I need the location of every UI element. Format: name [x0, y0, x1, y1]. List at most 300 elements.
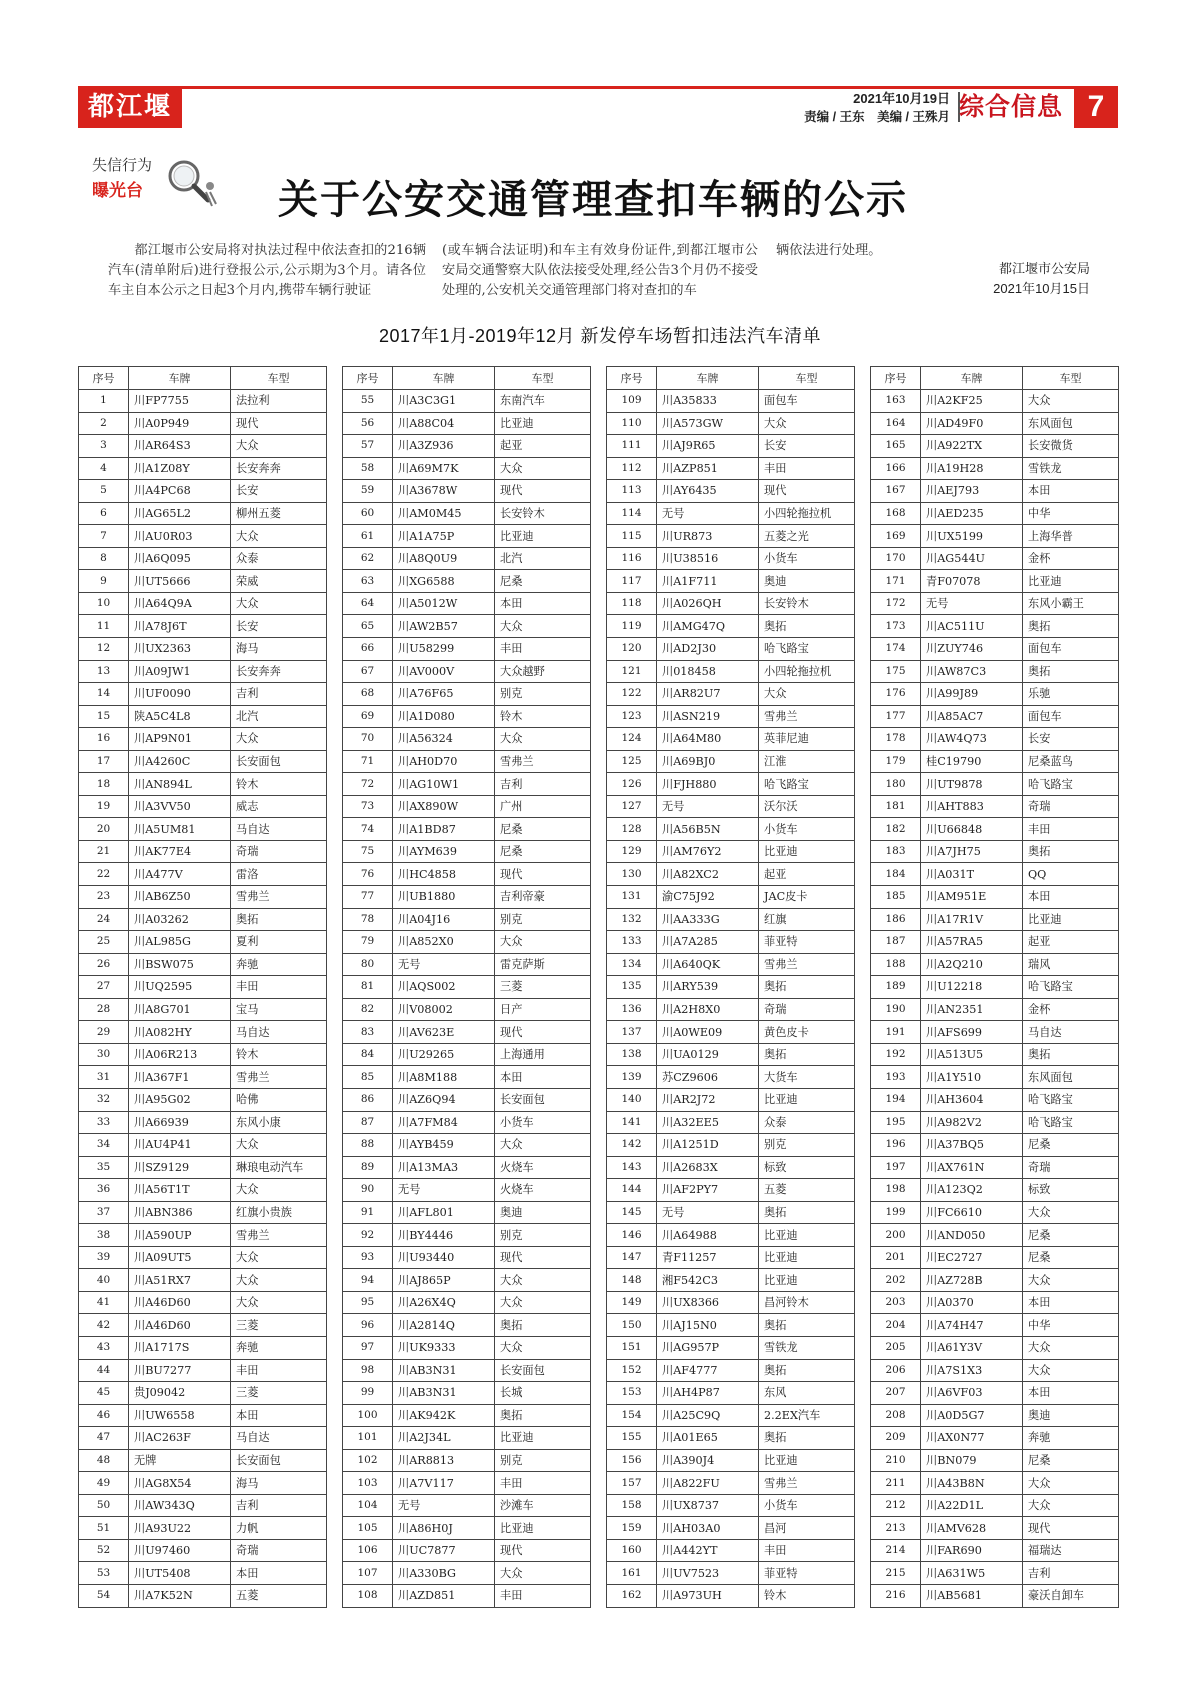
vehicle-plate: 川A99J89: [921, 683, 1023, 706]
vehicle-plate: 川AQS002: [393, 976, 495, 999]
table-row: [871, 1472, 1119, 1495]
vehicle-index: 160: [607, 1539, 657, 1562]
table-header-row: [343, 367, 591, 390]
vehicle-index: 65: [343, 615, 393, 638]
vehicle-plate: 川A22D1L: [921, 1494, 1023, 1517]
table-row: [343, 908, 591, 931]
vehicle-plate: 川AD49F0: [921, 412, 1023, 435]
table-row: [79, 1201, 327, 1224]
table-row: [343, 1201, 591, 1224]
vehicle-plate: 川AHT883: [921, 795, 1023, 818]
table-row: [79, 1291, 327, 1314]
table-row: [79, 1562, 327, 1585]
vehicle-plate: 川A85AC7: [921, 705, 1023, 728]
vehicle-index: 90: [343, 1179, 393, 1202]
table-row: [79, 908, 327, 931]
vehicle-plate: 川AM76Y2: [657, 840, 759, 863]
table-row: [79, 1088, 327, 1111]
vehicle-plate: 川AX0N77: [921, 1427, 1023, 1450]
vehicle-index: 108: [343, 1584, 393, 1607]
vehicle-index: 32: [79, 1088, 129, 1111]
vehicle-model: 本田: [495, 592, 591, 615]
vehicle-plate: 川U97460: [129, 1539, 231, 1562]
vehicle-model: 江淮: [759, 750, 855, 773]
vehicle-plate: 川A46D60: [129, 1314, 231, 1337]
table-row: [871, 705, 1119, 728]
vehicle-model: 吉利: [1023, 1562, 1119, 1585]
vehicle-plate: 川FAR690: [921, 1539, 1023, 1562]
vehicle-plate: 川AM951E: [921, 886, 1023, 909]
vehicle-plate: 川UW6558: [129, 1404, 231, 1427]
table-row: [79, 1156, 327, 1179]
vehicle-index: 184: [871, 863, 921, 886]
vehicle-model: 丰田: [759, 1539, 855, 1562]
vehicle-plate: 无号: [393, 953, 495, 976]
vehicle-model: 比亚迪: [1023, 908, 1119, 931]
vehicle-index: 42: [79, 1314, 129, 1337]
vehicle-plate: 川A1Z08Y: [129, 457, 231, 480]
vehicle-model: 力帆: [231, 1517, 327, 1540]
vehicle-index: 54: [79, 1584, 129, 1607]
vehicle-model: 丰田: [759, 457, 855, 480]
vehicle-index: 115: [607, 525, 657, 548]
vehicle-plate: 川A982V2: [921, 1111, 1023, 1134]
table-row: [607, 1066, 855, 1089]
table-row: [343, 1224, 591, 1247]
table-row: [79, 547, 327, 570]
table-row: [343, 1314, 591, 1337]
vehicle-model: 金杯: [1023, 998, 1119, 1021]
table-row: [607, 1246, 855, 1269]
vehicle-model: 大众越野: [495, 660, 591, 683]
vehicle-plate: 川AC511U: [921, 615, 1023, 638]
vehicle-index: 181: [871, 795, 921, 818]
vehicle-plate: 川A573GW: [657, 412, 759, 435]
table-row: [871, 931, 1119, 954]
vehicle-index: 193: [871, 1066, 921, 1089]
table-row: [607, 818, 855, 841]
vehicle-plate: 川UX8737: [657, 1494, 759, 1517]
vehicle-plate: 川A64Q9A: [129, 592, 231, 615]
vehicle-plate: 川A123Q2: [921, 1179, 1023, 1202]
page-number: 7: [1074, 86, 1118, 128]
vehicle-model: 上海华普: [1023, 525, 1119, 548]
table-row: [79, 525, 327, 548]
vehicle-model: 英菲尼迪: [759, 728, 855, 751]
vehicle-plate: 川HC4858: [393, 863, 495, 886]
vehicle-model: 哈佛: [231, 1088, 327, 1111]
vehicle-plate: 川AEJ793: [921, 480, 1023, 503]
vehicle-plate: 川BY4446: [393, 1224, 495, 1247]
vehicle-index: 84: [343, 1043, 393, 1066]
vehicle-plate: 川UB1880: [393, 886, 495, 909]
vehicle-model: 大众: [759, 412, 855, 435]
vehicle-plate: 川AB3N31: [393, 1382, 495, 1405]
vehicle-index: 119: [607, 615, 657, 638]
vehicle-index: 164: [871, 412, 921, 435]
vehicle-index: 155: [607, 1427, 657, 1450]
vehicle-plate: 川A640QK: [657, 953, 759, 976]
vehicle-index: 138: [607, 1043, 657, 1066]
vehicle-model: 大众: [1023, 1359, 1119, 1382]
column-header-index: 序号: [79, 367, 129, 390]
table-row: [343, 547, 591, 570]
table-row: [343, 435, 591, 458]
table-row: [607, 795, 855, 818]
vehicle-plate: 川AR2J72: [657, 1088, 759, 1111]
table-row: [343, 1404, 591, 1427]
vehicle-model: 别克: [759, 1134, 855, 1157]
vehicle-plate: 无号: [657, 795, 759, 818]
vehicle-index: 128: [607, 818, 657, 841]
vehicle-model: 东南汽车: [495, 390, 591, 413]
vehicle-plate: 川ASN219: [657, 705, 759, 728]
vehicle-index: 129: [607, 840, 657, 863]
vehicle-plate: 无号: [393, 1179, 495, 1202]
table-row: [607, 1156, 855, 1179]
vehicle-plate: 川AZ728B: [921, 1269, 1023, 1292]
vehicle-index: 199: [871, 1201, 921, 1224]
vehicle-model: 奥拓: [759, 976, 855, 999]
vehicle-index: 131: [607, 886, 657, 909]
vehicle-index: 142: [607, 1134, 657, 1157]
vehicle-plate: 川U12218: [921, 976, 1023, 999]
vehicle-model: 奔驰: [231, 1336, 327, 1359]
vehicle-model: 豪沃自卸车: [1023, 1584, 1119, 1607]
vehicle-index: 209: [871, 1427, 921, 1450]
vehicle-model: 长安奔奔: [231, 457, 327, 480]
vehicle-index: 74: [343, 818, 393, 841]
vehicle-index: 171: [871, 570, 921, 593]
vehicle-model: 起亚: [759, 863, 855, 886]
vehicle-index: 197: [871, 1156, 921, 1179]
vehicle-model: 吉利: [495, 773, 591, 796]
vehicle-model: 雪弗兰: [759, 1472, 855, 1495]
vehicle-index: 27: [79, 976, 129, 999]
vehicle-plate: 川A32EE5: [657, 1111, 759, 1134]
vehicle-index: 85: [343, 1066, 393, 1089]
vehicle-index: 107: [343, 1562, 393, 1585]
vehicle-plate: 川U58299: [393, 638, 495, 661]
vehicle-index: 123: [607, 705, 657, 728]
vehicle-plate: 川A74H47: [921, 1314, 1023, 1337]
vehicle-model: 红旗: [759, 908, 855, 931]
table-row: [871, 502, 1119, 525]
vehicle-model: 马自达: [1023, 1021, 1119, 1044]
vehicle-index: 82: [343, 998, 393, 1021]
vehicle-plate: 川A1Y510: [921, 1066, 1023, 1089]
section-title: 综合信息: [958, 93, 1063, 121]
vehicle-model: 面包车: [759, 390, 855, 413]
vehicle-model: 奥拓: [759, 1314, 855, 1337]
table-row: [79, 1246, 327, 1269]
vehicle-plate: 川ABN386: [129, 1201, 231, 1224]
table-row: [343, 863, 591, 886]
vehicle-model: 奇瑞: [231, 1539, 327, 1562]
vehicle-plate: 川A03262: [129, 908, 231, 931]
vehicle-index: 148: [607, 1269, 657, 1292]
column-header-plate: 车牌: [129, 367, 231, 390]
table-row: [343, 1494, 591, 1517]
table-row: [607, 886, 855, 909]
vehicle-index: 159: [607, 1517, 657, 1540]
table-row: [607, 1562, 855, 1585]
vehicle-index: 149: [607, 1291, 657, 1314]
vehicle-index: 19: [79, 795, 129, 818]
vehicle-index: 136: [607, 998, 657, 1021]
vehicle-index: 20: [79, 818, 129, 841]
vehicle-index: 58: [343, 457, 393, 480]
vehicle-plate: 川AU4P41: [129, 1134, 231, 1157]
table-row: [79, 1494, 327, 1517]
table-row: [79, 1359, 327, 1382]
vehicle-index: 127: [607, 795, 657, 818]
vehicle-index: 45: [79, 1382, 129, 1405]
vehicle-index: 150: [607, 1314, 657, 1337]
vehicle-model: 大众: [231, 1269, 327, 1292]
vehicle-model: 比亚迪: [495, 525, 591, 548]
table-row: [607, 1088, 855, 1111]
vehicle-index: 185: [871, 886, 921, 909]
table-row: [343, 615, 591, 638]
vehicle-plate: 川AG8X54: [129, 1472, 231, 1495]
vehicle-index: 88: [343, 1134, 393, 1157]
vehicle-index: 18: [79, 773, 129, 796]
vehicle-index: 53: [79, 1562, 129, 1585]
vehicle-index: 198: [871, 1179, 921, 1202]
table-row: [343, 705, 591, 728]
vehicle-model: 本田: [1023, 886, 1119, 909]
table-row: [607, 1269, 855, 1292]
table-row: [607, 705, 855, 728]
vehicle-plate: 川AFS699: [921, 1021, 1023, 1044]
vehicle-model: 面包车: [1023, 705, 1119, 728]
vehicle-index: 5: [79, 480, 129, 503]
vehicle-model: 五菱: [759, 1179, 855, 1202]
vehicle-index: 17: [79, 750, 129, 773]
vehicle-model: 比亚迪: [495, 412, 591, 435]
vehicle-model: 尼桑: [1023, 1134, 1119, 1157]
vehicle-model: 宝马: [231, 998, 327, 1021]
vehicle-plate: 无牌: [129, 1449, 231, 1472]
vehicle-model: 长安面包: [231, 1449, 327, 1472]
vehicle-model: 东风: [759, 1382, 855, 1405]
vehicle-index: 13: [79, 660, 129, 683]
vehicle-plate: 陕A5C4L8: [129, 705, 231, 728]
vehicle-model: 本田: [1023, 1382, 1119, 1405]
vehicle-model: 现代: [495, 1246, 591, 1269]
vehicle-plate: 川UK9333: [393, 1336, 495, 1359]
table-row: [79, 1111, 327, 1134]
vehicle-plate: 川A76F65: [393, 683, 495, 706]
table-row: [871, 660, 1119, 683]
vehicle-model: 大众: [1023, 1201, 1119, 1224]
table-row: [343, 886, 591, 909]
vehicle-plate: 川A031T: [921, 863, 1023, 886]
vehicle-index: 132: [607, 908, 657, 931]
vehicle-plate: 川ZUY746: [921, 638, 1023, 661]
table-row: [871, 863, 1119, 886]
vehicle-model: 大众: [231, 1291, 327, 1314]
vehicle-plate: 川A922TX: [921, 435, 1023, 458]
vehicle-plate: 川A69M7K: [393, 457, 495, 480]
vehicle-index: 200: [871, 1224, 921, 1247]
vehicle-index: 22: [79, 863, 129, 886]
vehicle-model: 尼桑: [1023, 1246, 1119, 1269]
table-row: [871, 795, 1119, 818]
table-row: [79, 638, 327, 661]
table-row: [79, 1517, 327, 1540]
body-paragraph-3: 辆依法进行处理。: [776, 243, 882, 258]
vehicle-index: 40: [79, 1269, 129, 1292]
vehicle-index: 15: [79, 705, 129, 728]
table-row: [871, 976, 1119, 999]
table-row: [79, 660, 327, 683]
table-row: [79, 570, 327, 593]
vehicle-plate: 川FP7755: [129, 390, 231, 413]
vehicle-plate: 川A56B5N: [657, 818, 759, 841]
table-row: [79, 818, 327, 841]
vehicle-plate: 川AW4Q73: [921, 728, 1023, 751]
editor-credits: 责编 / 王东 美编 / 王殊月: [804, 110, 950, 124]
table-row: [79, 457, 327, 480]
vehicle-list-title: 2017年1月-2019年12月 新发停车场暂扣违法汽车清单: [378, 326, 822, 346]
vehicle-index: 92: [343, 1224, 393, 1247]
vehicle-index: 39: [79, 1246, 129, 1269]
vehicle-model: 马自达: [231, 1021, 327, 1044]
vehicle-index: 34: [79, 1134, 129, 1157]
vehicle-index: 104: [343, 1494, 393, 1517]
vehicle-plate: 川A973UH: [657, 1584, 759, 1607]
column-header-plate: 车牌: [657, 367, 759, 390]
table-row: [607, 1336, 855, 1359]
vehicle-model: 威志: [231, 795, 327, 818]
table-row: [343, 1088, 591, 1111]
vehicle-plate: 川A0D5G7: [921, 1404, 1023, 1427]
vehicle-model: 现代: [759, 480, 855, 503]
table-row: [607, 1472, 855, 1495]
vehicle-model: 小四轮拖拉机: [759, 502, 855, 525]
vehicle-index: 77: [343, 886, 393, 909]
vehicle-plate: 川A1D080: [393, 705, 495, 728]
table-row: [607, 638, 855, 661]
vehicle-plate: 川A442YT: [657, 1539, 759, 1562]
table-row: [79, 615, 327, 638]
vehicle-index: 173: [871, 615, 921, 638]
table-row: [871, 818, 1119, 841]
vehicle-model: 黄色皮卡: [759, 1021, 855, 1044]
vehicle-plate: 川A5UM81: [129, 818, 231, 841]
vehicle-table-1: [78, 366, 327, 1608]
vehicle-index: 97: [343, 1336, 393, 1359]
table-row: [79, 1314, 327, 1337]
vehicle-model: 昌河铃木: [759, 1291, 855, 1314]
table-row: [343, 728, 591, 751]
table-row: [79, 435, 327, 458]
newspaper-logo: 都江堰报: [78, 86, 182, 128]
vehicle-model: 比亚迪: [759, 840, 855, 863]
vehicle-model: 小货车: [495, 1111, 591, 1134]
vehicle-model: 大众: [495, 457, 591, 480]
table-row: [79, 1021, 327, 1044]
vehicle-plate: 川AF4777: [657, 1359, 759, 1382]
vehicle-plate: 桂C19790: [921, 750, 1023, 773]
table-row: [343, 818, 591, 841]
vehicle-index: 38: [79, 1224, 129, 1247]
vehicle-table-3: [606, 366, 855, 1608]
table-row: [343, 1021, 591, 1044]
vehicle-plate: 川A25C9Q: [657, 1404, 759, 1427]
table-row: [343, 931, 591, 954]
vehicle-index: 4: [79, 457, 129, 480]
table-row: [871, 457, 1119, 480]
vehicle-index: 60: [343, 502, 393, 525]
table-row: [79, 1427, 327, 1450]
vehicle-model: 雪弗兰: [231, 1066, 327, 1089]
vehicle-model: 海马: [231, 1472, 327, 1495]
vehicle-model: 本田: [231, 1404, 327, 1427]
vehicle-plate: 川UQ2595: [129, 976, 231, 999]
vehicle-model: 长安微货: [1023, 435, 1119, 458]
vehicle-index: 44: [79, 1359, 129, 1382]
table-row: [871, 773, 1119, 796]
vehicle-index: 177: [871, 705, 921, 728]
vehicle-model: 哈飞路宝: [1023, 1088, 1119, 1111]
vehicle-plate: 湘F542C3: [657, 1269, 759, 1292]
table-row: [343, 525, 591, 548]
vehicle-model: 夏利: [231, 931, 327, 954]
vehicle-plate: 川UR873: [657, 525, 759, 548]
vehicle-index: 43: [79, 1336, 129, 1359]
vehicle-index: 50: [79, 1494, 129, 1517]
vehicle-plate: 川018458: [657, 660, 759, 683]
vehicle-index: 156: [607, 1449, 657, 1472]
vehicle-plate: 川A69BJ0: [657, 750, 759, 773]
table-row: [871, 1021, 1119, 1044]
vehicle-plate: 川A026QH: [657, 592, 759, 615]
vehicle-model: 奥拓: [1023, 660, 1119, 683]
table-row: [343, 1111, 591, 1134]
table-row: [79, 998, 327, 1021]
vehicle-index: 14: [79, 683, 129, 706]
vehicle-plate: 川AC263F: [129, 1427, 231, 1450]
vehicle-plate: 川AB3N31: [393, 1359, 495, 1382]
vehicle-plate: 川AZP851: [657, 457, 759, 480]
vehicle-model: 哈飞路宝: [759, 638, 855, 661]
vehicle-plate: 川V08002: [393, 998, 495, 1021]
vehicle-model: 尼桑: [495, 818, 591, 841]
vehicle-model: 大众: [759, 683, 855, 706]
vehicle-model: 长安面包: [495, 1088, 591, 1111]
vehicle-index: 211: [871, 1472, 921, 1495]
vehicle-model: 吉利: [231, 683, 327, 706]
vehicle-plate: 川A3Z936: [393, 435, 495, 458]
vehicle-index: 3: [79, 435, 129, 458]
vehicle-model: 沙滩车: [495, 1494, 591, 1517]
vehicle-plate: 川ARY539: [657, 976, 759, 999]
table-row: [343, 457, 591, 480]
vehicle-index: 30: [79, 1043, 129, 1066]
table-row: [607, 502, 855, 525]
vehicle-plate: 川AH4P87: [657, 1382, 759, 1405]
vehicle-plate: 川A26X4Q: [393, 1291, 495, 1314]
column-header-plate: 车牌: [921, 367, 1023, 390]
signature-org: 都江堰市公安局: [998, 261, 1090, 276]
badge-line-1: 失信行为: [92, 156, 153, 174]
vehicle-model: 雪弗兰: [495, 750, 591, 773]
vehicle-index: 166: [871, 457, 921, 480]
vehicle-model: 长城: [495, 1382, 591, 1405]
